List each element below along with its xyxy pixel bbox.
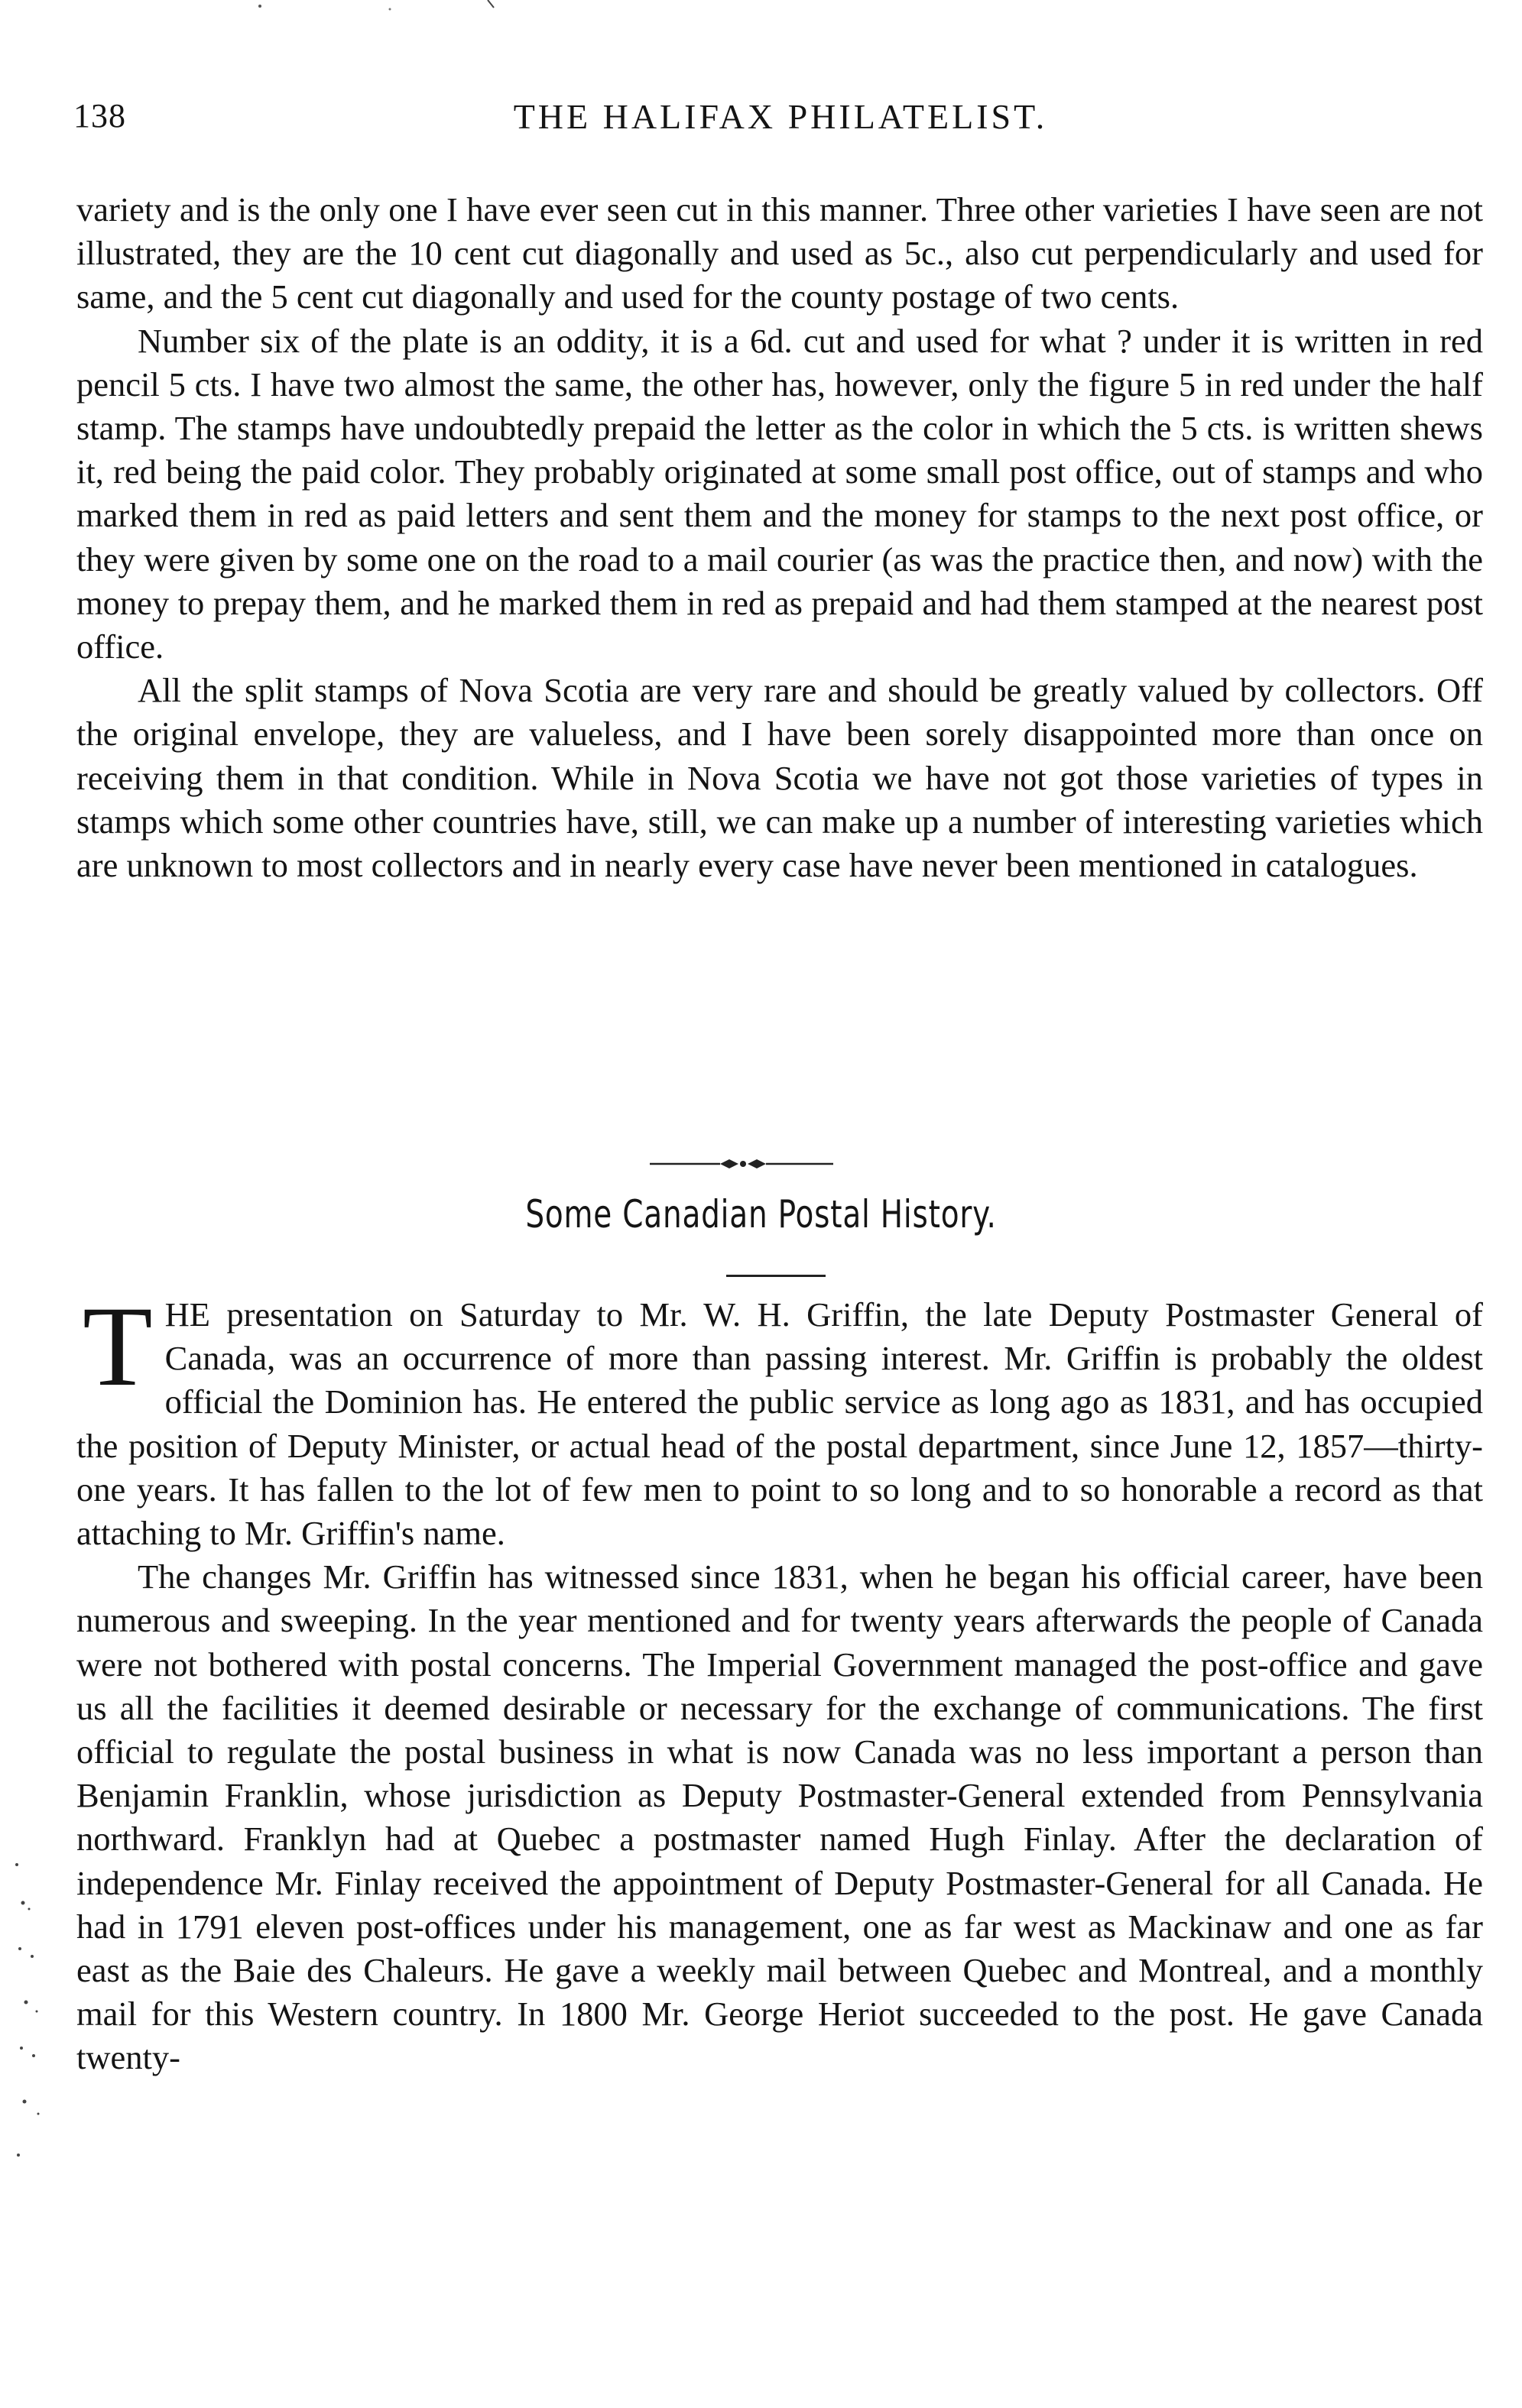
paragraph: variety and is the only one I have ever seen cut in this manner. Three other varieties I have seen are not illustrated, they are the 10 cent cut diagonally and used as 5c., also cut perpendicularly and used for same, and the 5 cent cut diagonally and used for the county postage of two cents. — [76, 190, 1483, 316]
paragraph: All the split stamps of Nova Scotia are very rare and should be greatly valued by collectors. Off the original envelope, they are valueless, and I have been sorely disappointed more than once on receiving them in that condition. While in Nova Scotia we have not got those varieties of types in stamps which some other countries have, still, we can make up a number of interesting varieties which are unknown to most collectors and in nearly every case have never been mentioned in catalogues. — [76, 671, 1483, 885]
previous-article-continuation — [76, 188, 1483, 887]
article-body — [76, 1283, 1483, 2080]
paragraph: The changes Mr. Griffin has witnessed since 1831, when he began his official career, have been numerous and sweeping. In the year mentioned and for twenty years afterwards the people of Canada were not bothered with postal concerns. The Imperial Government managed the post-office and gave us all the facilities it deemed desirable or necessary for the exchange of communications. The first official to regulate the postal business in what is now Canada was no less important a person than Benjamin Franklin, whose jurisdiction as Deputy Postmaster-General extended from Pennsylvania northward. Franklyn had at Quebec a postmaster named Hugh Finlay. After the declaration of independence Mr. Finlay received the appointment of Deputy Postmaster-General for all Canada. He had in 1791 eleven post-offices under his management, one as far west as Mackinaw and one as far east as the Baie des Chaleurs. He gave a weekly mail between Quebec and Montreal, and a monthly mail for this Western country. In 1800 Mr. George Heriot succeeded to the post. He gave Canada twenty- — [76, 1557, 1483, 2077]
journal-title: THE HALIFAX PHILATELIST. — [513, 97, 1048, 136]
drop-cap: T — [83, 1283, 153, 1410]
section-ornament — [650, 1152, 833, 1175]
running-head — [73, 96, 1488, 142]
print-specks — [229, 0, 612, 23]
opening-paragraph — [76, 1283, 1483, 1555]
paragraph: Number six of the plate is an oddity, it is a 6d. cut and used for what ? under it is written in red pencil 5 cts. I have two almost the same, the other has, however, only the figure 5 in red under the half stamp. The stamps have undoubtedly prepaid the letter as the color in which the 5 cts. is written shews it, red being the paid color. They probably originated at some small post office, out of stamps and who marked them in red as paid letters and sent them and the money for stamps to the next post office, or they were given by some one on the road to a mail courier (as was the practice then, and now) with the money to prepay them, and he marked them in red as prepaid and had them stamped at the nearest post office. — [76, 321, 1483, 666]
title-rule — [726, 1275, 826, 1277]
article-title: Some Canadian Postal History. — [525, 1192, 997, 1236]
page-number: 138 — [73, 97, 126, 134]
binding-margin-marks — [6, 1849, 52, 2170]
opening-paragraph-text: HE presentation on Saturday to Mr. W. H. Griffin, the late Deputy Postmaster General of Canada, was an occurrence of more than passing interest. Mr. Griffin is probably the oldest official the Dominion has. He entered the public service as long ago as 1831, and has occupied the position of Deputy Minister, or actual head of the postal department, since June 12, 1857—thirty-one years. It has fallen to the lot of few men to point to so long and to so honorable a record as that attaching to Mr. Griffin's name. — [76, 1295, 1483, 1553]
